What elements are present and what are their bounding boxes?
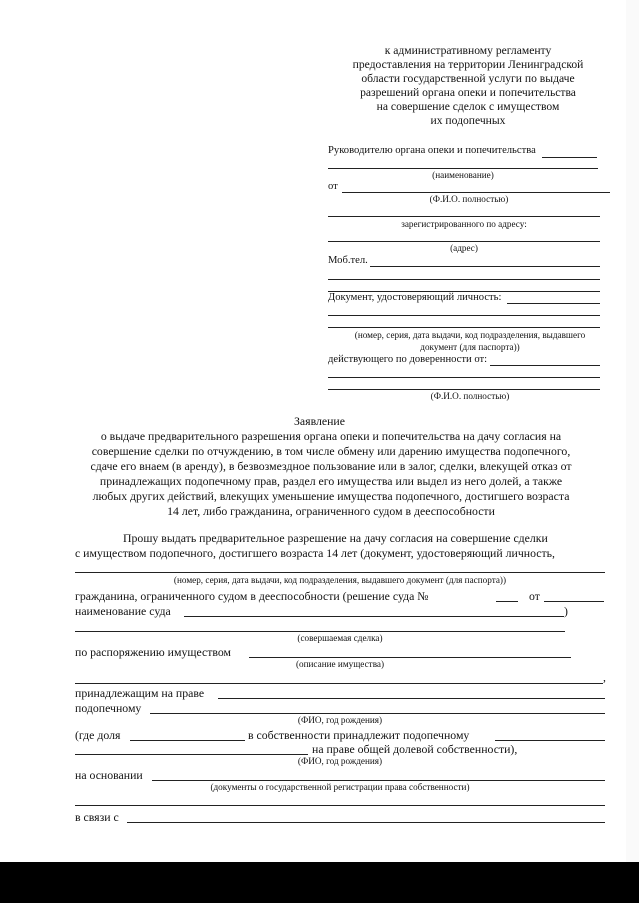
deal-hint: (совершаемая сделка) bbox=[297, 633, 383, 643]
dispose-label: по распоряжению имуществом bbox=[75, 645, 231, 659]
court-decision-number-field[interactable] bbox=[496, 601, 518, 602]
deal-field[interactable] bbox=[75, 631, 565, 632]
court-label: наименование суда bbox=[75, 604, 171, 618]
title-line: о выдаче предварительного разрешения органа опеки и попечительства на дачу согласия на bbox=[100, 429, 562, 443]
shared-ownership-text: на праве общей долевой собственности), bbox=[312, 742, 518, 756]
id-document-field[interactable] bbox=[75, 572, 605, 573]
share-field[interactable] bbox=[130, 740, 245, 741]
shared-owner-field[interactable] bbox=[75, 754, 308, 755]
basis-field-2[interactable] bbox=[75, 805, 605, 806]
proxy-date-field[interactable] bbox=[490, 365, 600, 366]
court-decision-date-field[interactable] bbox=[544, 601, 604, 602]
share-owned-text: в собственности принадлежит подопечному bbox=[248, 728, 470, 742]
proxy-fio-hint: (Ф.И.О. полностью) bbox=[430, 391, 510, 401]
basis-field[interactable] bbox=[152, 780, 605, 781]
from-field[interactable] bbox=[342, 192, 610, 193]
dispose-field[interactable] bbox=[249, 657, 571, 658]
close-paren: ) bbox=[564, 604, 568, 618]
ward-field[interactable] bbox=[150, 713, 605, 714]
request-paragraph: Прошу выдать предварительное разрешение на дачу согласия на совершение сделки bbox=[123, 531, 548, 545]
from-word: от bbox=[529, 589, 540, 603]
owned-label: принадлежащим на праве bbox=[75, 686, 205, 700]
proxy-field[interactable] bbox=[328, 377, 600, 378]
id-doc-field-2[interactable] bbox=[328, 315, 600, 316]
page-title: Заявление bbox=[294, 414, 345, 428]
id-doc-hint: документ (для паспорта)) bbox=[420, 342, 520, 352]
court-name-field[interactable] bbox=[184, 616, 564, 617]
title-line: сдаче его внаем (в аренду), в безвозмездное пользование или в залог, сделки, влекущей отказ от bbox=[90, 459, 572, 473]
header-line: их подопечных bbox=[430, 114, 506, 127]
reg-docs-hint: (документы о государственной регистрации права собственности) bbox=[210, 782, 470, 792]
scan-edge bbox=[626, 0, 639, 862]
doc-hint: (номер, серия, дата выдачи, код подразделения, выдавшего документ (для паспорта)) bbox=[173, 575, 507, 585]
header-line: к административному регламенту bbox=[384, 44, 552, 57]
phone-field[interactable] bbox=[370, 266, 600, 267]
id-doc-field-3[interactable] bbox=[328, 327, 600, 328]
org-name-field[interactable] bbox=[328, 168, 598, 169]
address-field[interactable] bbox=[328, 241, 600, 242]
registered-label: зарегистрированного по адресу: bbox=[401, 219, 527, 229]
id-doc-field[interactable] bbox=[507, 303, 600, 304]
title-line: 14 лет, либо гражданина, ограниченного судом в дееспособности bbox=[167, 504, 495, 518]
from-label: от bbox=[328, 181, 338, 192]
id-doc-hint: (номер, серия, дата выдачи, код подразделения, выдавшего bbox=[354, 330, 586, 340]
org-field[interactable] bbox=[542, 157, 597, 158]
fio-field-2[interactable] bbox=[328, 216, 600, 217]
property-hint: (описание имущества) bbox=[295, 659, 385, 669]
owned-right-field[interactable] bbox=[218, 698, 605, 699]
blank-line[interactable] bbox=[328, 279, 600, 280]
fio-hint: (Ф.И.О. полностью) bbox=[429, 194, 509, 204]
title-line: любых других действий, влекущих уменьшение имущества подопечного, достигшего возраста bbox=[92, 489, 570, 503]
basis-label: на основании bbox=[75, 768, 143, 782]
share-label: (где доля bbox=[75, 728, 121, 742]
proxy-field-2[interactable] bbox=[328, 389, 600, 390]
address-hint: (адрес) bbox=[450, 243, 478, 253]
phone-label: Моб.тел. bbox=[328, 255, 368, 266]
scan-bottom-border bbox=[0, 862, 639, 903]
property-field[interactable] bbox=[75, 683, 603, 684]
id-doc-label: Документ, удостоверяющий личность: bbox=[328, 292, 502, 303]
header-line: разрешений органа опеки и попечительства bbox=[360, 86, 576, 99]
to-label: Руководителю органа опеки и попечительства bbox=[328, 145, 536, 156]
fio-year-hint: (ФИО, год рождения) bbox=[297, 715, 383, 725]
header-line: области государственной услуги по выдаче bbox=[361, 72, 575, 85]
citizen-line: гражданина, ограниченного судом в дееспособности (решение суда № bbox=[75, 589, 429, 603]
header-line: на совершение сделок с имуществом bbox=[376, 100, 560, 113]
title-line: совершение сделки по отчуждению, в том числе обмену или дарению имущества подопечного, bbox=[91, 444, 571, 458]
share-owner-field[interactable] bbox=[495, 740, 605, 741]
header-line: предоставления на территории Ленинградской bbox=[352, 58, 584, 71]
ward-label: подопечному bbox=[75, 701, 142, 715]
reason-field[interactable] bbox=[127, 822, 605, 823]
reason-label: в связи с bbox=[75, 810, 119, 824]
comma: , bbox=[603, 670, 606, 684]
proxy-label: действующего по доверенности от: bbox=[328, 354, 488, 365]
name-hint: (наименование) bbox=[432, 170, 494, 180]
fio-year-hint: (ФИО, год рождения) bbox=[297, 756, 383, 766]
request-paragraph: с имуществом подопечного, достигшего возраста 14 лет (документ, удостоверяющий личность, bbox=[75, 546, 555, 560]
title-line: принадлежащих подопечному прав, раздел его имущества или выдел из него долей, а также bbox=[99, 474, 563, 488]
